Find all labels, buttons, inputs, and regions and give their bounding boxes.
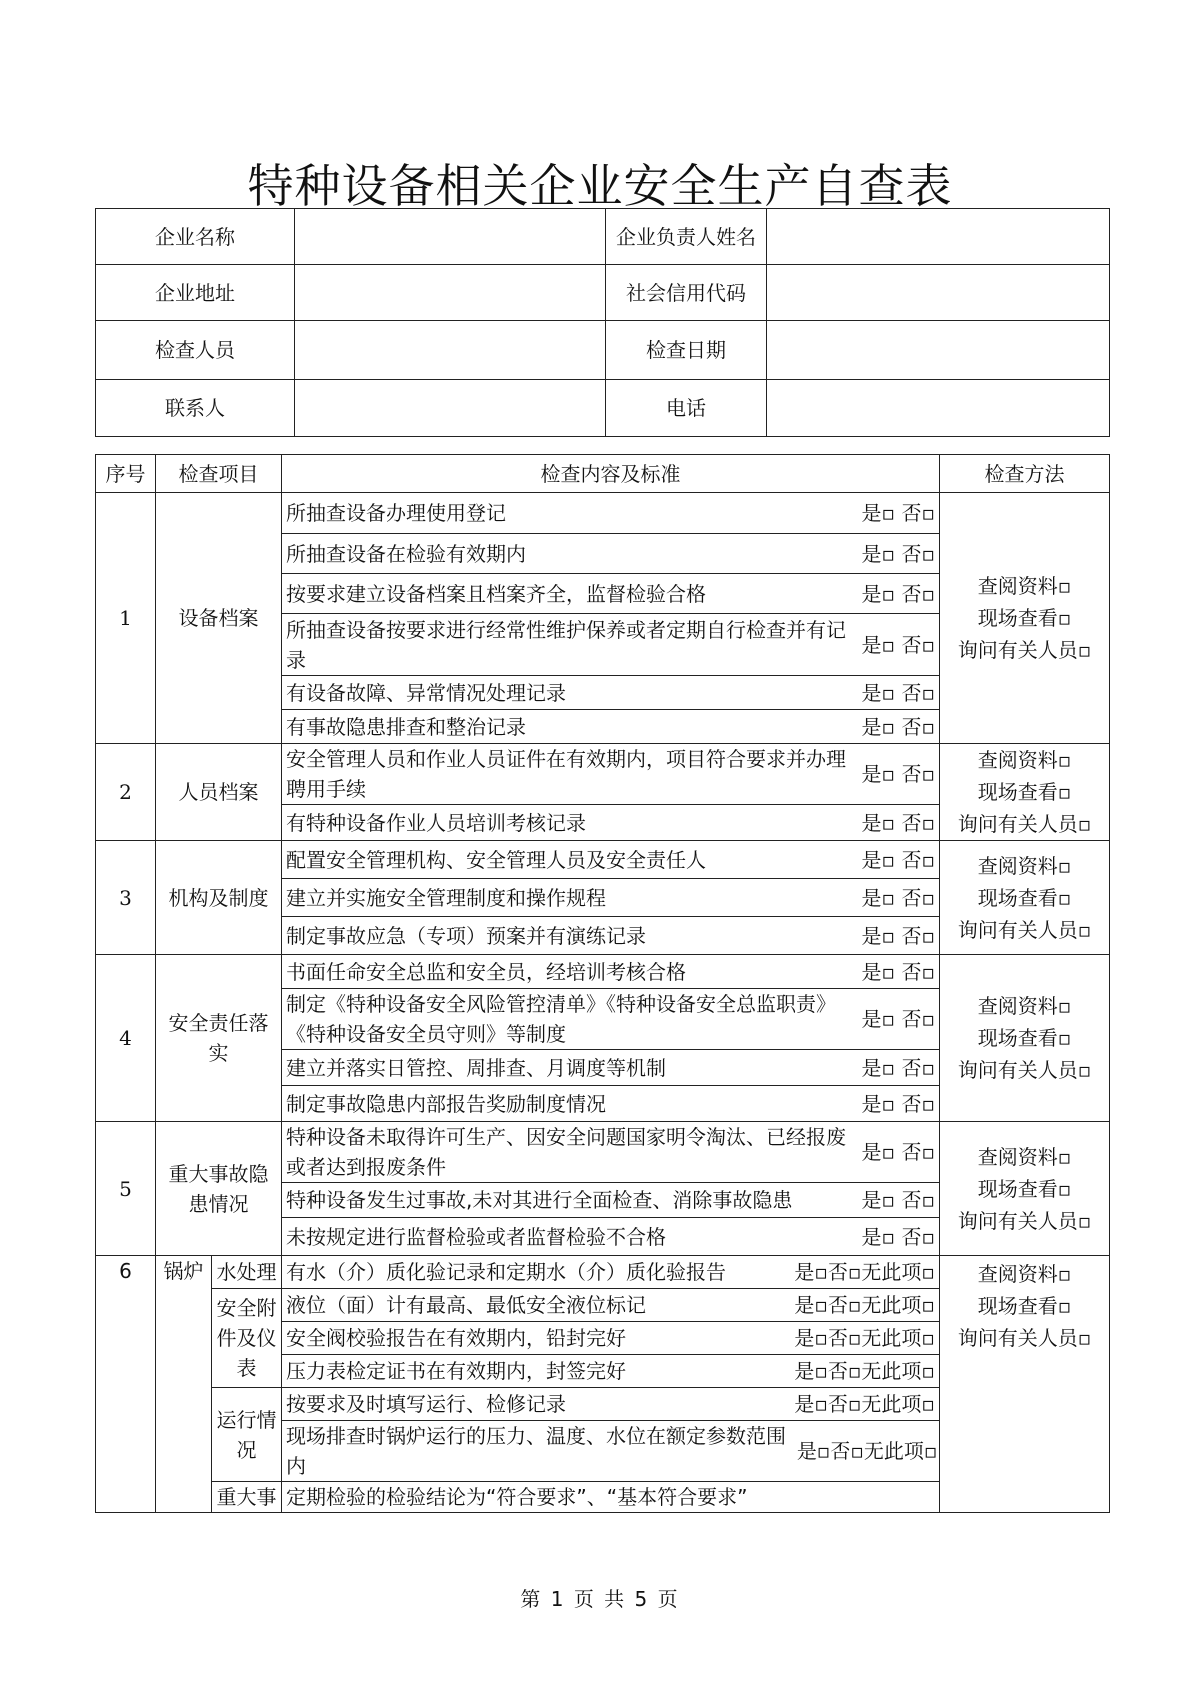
check-item-row <box>286 883 935 913</box>
check-item-row <box>286 1222 935 1252</box>
method-option[interactable]: 询问有关人员▫ <box>957 812 1092 836</box>
check-item-text: 所抽查设备按要求进行经常性维护保养或者定期自行检查并有记录 <box>286 617 846 672</box>
check-item-text: 安全阀校验报告在有效期内，铅封完好 <box>286 1326 626 1350</box>
yes-no-checkbox[interactable]: 是▫ 否▫ <box>861 959 935 984</box>
section-seq: 1 <box>96 493 156 744</box>
yes-no-checkbox[interactable]: 是▫否▫无此项▫ <box>794 1260 935 1284</box>
method-option[interactable]: 现场查看▫ <box>977 1294 1072 1318</box>
method-option[interactable]: 询问有关人员▫ <box>957 917 1092 942</box>
check-item-row <box>286 1290 935 1320</box>
method-option[interactable]: 查阅资料▫ <box>977 853 1072 878</box>
check-item-text: 所抽查设备在检验有效期内 <box>286 541 526 566</box>
check-item-row <box>286 615 935 675</box>
yes-no-checkbox[interactable]: 是▫否▫无此项▫ <box>794 1359 935 1383</box>
section-item: 安全责任落实 <box>156 955 282 1122</box>
field-value[interactable] <box>295 321 606 380</box>
method-option[interactable]: 询问有关人员▫ <box>957 1208 1092 1233</box>
yes-no-checkbox[interactable]: 是▫ 否▫ <box>861 847 935 872</box>
check-item <box>282 1482 940 1513</box>
check-item <box>282 1256 940 1289</box>
col-header-item: 检查项目 <box>156 455 282 493</box>
yes-no-checkbox[interactable]: 是▫ 否▫ <box>861 1055 935 1080</box>
check-item-text: 有设备故障、异常情况处理记录 <box>286 680 566 705</box>
check-item-text: 配置安全管理机构、安全管理人员及安全责任人 <box>286 847 706 872</box>
check-item <box>282 1355 940 1388</box>
check-item-text: 未按规定进行监督检验或者监督检验不合格 <box>286 1224 666 1249</box>
check-item <box>282 955 940 989</box>
check-item-row <box>286 678 935 708</box>
yes-no-checkbox[interactable]: 是▫ 否▫ <box>861 923 935 948</box>
method-option[interactable]: 查阅资料▫ <box>977 1262 1072 1286</box>
sub-item: 安全附件及仪表 <box>212 1289 282 1388</box>
check-item-row <box>286 712 935 742</box>
field-label: 检查人员 <box>96 321 295 380</box>
section-item: 人员档案 <box>156 744 282 841</box>
check-item <box>282 841 940 879</box>
check-item-row <box>286 1389 935 1419</box>
yes-no-checkbox[interactable]: 是▫ 否▫ <box>861 762 935 786</box>
check-item-text: 有水（介）质化验记录和定期水（介）质化验报告 <box>286 1260 726 1284</box>
check-item <box>282 1183 940 1218</box>
sub-item: 重大事 <box>212 1482 282 1513</box>
method-option[interactable]: 现场查看▫ <box>977 606 1072 630</box>
yes-no-checkbox[interactable]: 是▫ 否▫ <box>861 1091 935 1116</box>
check-item-text: 液位（面）计有最高、最低安全液位标记 <box>286 1293 646 1317</box>
yes-no-checkbox[interactable]: 是▫ 否▫ <box>861 810 935 835</box>
check-item <box>282 1322 940 1355</box>
check-item-row <box>286 989 935 1049</box>
field-label: 企业地址 <box>96 265 295 321</box>
yes-no-checkbox[interactable]: 是▫ 否▫ <box>861 1007 935 1031</box>
check-item <box>282 1421 940 1482</box>
check-method <box>940 955 1110 1122</box>
check-item-row <box>286 1356 935 1386</box>
check-item-text: 有事故隐患排查和整治记录 <box>286 714 526 739</box>
check-item-row <box>286 1089 935 1119</box>
col-header-method: 检查方法 <box>940 455 1110 493</box>
check-item <box>282 1086 940 1122</box>
check-item <box>282 805 940 841</box>
check-item-text: 建立并实施安全管理制度和操作规程 <box>286 885 606 910</box>
check-method <box>940 1256 1110 1513</box>
field-value[interactable] <box>295 380 606 437</box>
check-item-row <box>286 1053 935 1083</box>
check-item <box>282 614 940 676</box>
section-seq: 6 <box>96 1256 156 1513</box>
yes-no-checkbox[interactable]: 是▫ 否▫ <box>861 714 935 739</box>
field-label: 检查日期 <box>606 321 767 380</box>
col-header-seq: 序号 <box>96 455 156 493</box>
method-option[interactable]: 询问有关人员▫ <box>957 1058 1092 1082</box>
enterprise-info-table <box>95 208 1110 437</box>
check-item-text: 特种设备未取得许可生产、因安全问题国家明令淘汰、已经报废或者达到报废条件 <box>286 1125 846 1179</box>
field-label: 电话 <box>606 380 767 437</box>
check-item <box>282 1122 940 1183</box>
method-option[interactable]: 查阅资料▫ <box>977 1144 1072 1169</box>
check-item-row <box>286 1323 935 1353</box>
method-option[interactable]: 询问有关人员▫ <box>957 1326 1092 1350</box>
yes-no-checkbox[interactable]: 是▫ 否▫ <box>861 501 935 525</box>
yes-no-checkbox[interactable]: 是▫否▫无此项▫ <box>794 1392 935 1416</box>
check-item <box>282 989 940 1050</box>
yes-no-checkbox[interactable]: 是▫否▫无此项▫ <box>794 1293 935 1317</box>
field-label: 企业负责人姓名 <box>606 209 767 265</box>
yes-no-checkbox[interactable]: 是▫ 否▫ <box>861 632 935 657</box>
check-item <box>282 1218 940 1256</box>
field-value[interactable] <box>295 265 606 321</box>
check-item-text: 制定事故隐患内部报告奖励制度情况 <box>286 1091 606 1116</box>
check-item-text: 所抽查设备办理使用登记 <box>286 501 506 525</box>
check-item-text: 安全管理人员和作业人员证件在有效期内，项目符合要求并办理聘用手续 <box>286 747 846 801</box>
check-item-row <box>286 1257 935 1287</box>
check-item <box>282 744 940 805</box>
section-item: 锅炉 <box>156 1256 212 1513</box>
check-item-row <box>286 1482 935 1512</box>
check-item <box>282 710 940 744</box>
check-item-text: 制定事故应急（专项）预案并有演练记录 <box>286 923 646 948</box>
method-option[interactable]: 查阅资料▫ <box>977 574 1072 598</box>
checklist-table <box>95 454 1110 1513</box>
check-item <box>282 1289 940 1322</box>
check-item-row <box>286 1185 935 1215</box>
page-number: 第 1 页 共 5 页 <box>520 1587 680 1611</box>
check-item-row <box>286 1421 938 1481</box>
check-method <box>940 493 1110 744</box>
check-item-text: 定期检验的检验结论为“符合要求”、“基本符合要求” <box>286 1485 748 1509</box>
section-item: 机构及制度 <box>156 841 282 955</box>
field-label: 社会信用代码 <box>606 265 767 321</box>
check-item-row <box>286 579 935 609</box>
field-value[interactable] <box>767 321 1110 380</box>
check-item-text: 制定《特种设备安全风险管控清单》《特种设备安全总监职责》《特种设备安全员守则》等制度 <box>286 992 836 1046</box>
check-item <box>282 917 940 955</box>
check-item <box>282 1050 940 1086</box>
section-seq: 3 <box>96 841 156 955</box>
col-header-content: 检查内容及标准 <box>282 455 940 493</box>
check-item-text: 特种设备发生过事故,未对其进行全面检查、消除事故隐患 <box>286 1188 793 1212</box>
method-option[interactable]: 现场查看▫ <box>977 780 1072 804</box>
check-item-text: 按要求及时填写运行、检修记录 <box>286 1392 566 1416</box>
section-seq: 5 <box>96 1122 156 1256</box>
yes-no-checkbox[interactable]: 是▫ 否▫ <box>861 680 935 705</box>
check-item-row <box>286 845 935 875</box>
yes-no-checkbox[interactable]: 是▫ 否▫ <box>861 1188 935 1212</box>
sub-item: 水处理 <box>212 1256 282 1289</box>
check-method <box>940 841 1110 955</box>
check-item-text: 现场排查时锅炉运行的压力、温度、水位在额定参数范围内 <box>286 1424 786 1478</box>
check-item-row <box>286 744 935 804</box>
check-item-text: 建立并落实日管控、周排查、月调度等机制 <box>286 1055 666 1080</box>
yes-no-checkbox[interactable]: 是▫否▫无此项▫ <box>794 1326 935 1350</box>
yes-no-checkbox[interactable]: 是▫ 否▫ <box>861 1140 935 1164</box>
field-label: 企业名称 <box>96 209 295 265</box>
check-item-text: 按要求建立设备档案且档案齐全，监督检验合格 <box>286 581 706 606</box>
method-option[interactable]: 现场查看▫ <box>977 1176 1072 1201</box>
check-item-row <box>286 539 935 569</box>
method-option[interactable]: 查阅资料▫ <box>977 748 1072 772</box>
check-item <box>282 493 940 534</box>
yes-no-checkbox[interactable]: 是▫ 否▫ <box>861 885 935 910</box>
method-option[interactable]: 查阅资料▫ <box>977 994 1072 1018</box>
section-item: 重大事故隐患情况 <box>156 1122 282 1256</box>
field-label: 联系人 <box>96 380 295 437</box>
field-value[interactable] <box>767 209 1110 265</box>
check-item-row <box>286 957 935 987</box>
yes-no-checkbox[interactable]: 是▫否▫无此项▫ <box>796 1439 938 1463</box>
method-option[interactable]: 询问有关人员▫ <box>957 638 1092 662</box>
section-seq: 4 <box>96 955 156 1122</box>
check-method <box>940 1122 1110 1256</box>
check-item-row <box>286 808 935 838</box>
field-value[interactable] <box>295 209 606 265</box>
field-value[interactable] <box>767 265 1110 321</box>
check-item-text: 书面任命安全总监和安全员，经培训考核合格 <box>286 959 686 984</box>
yes-no-checkbox[interactable]: 是▫ 否▫ <box>861 581 935 606</box>
check-item-row <box>286 1122 935 1182</box>
sub-item: 运行情况 <box>212 1388 282 1482</box>
check-method <box>940 744 1110 841</box>
yes-no-checkbox[interactable]: 是▫ 否▫ <box>861 541 935 566</box>
check-item <box>282 574 940 614</box>
check-item-row <box>286 921 935 951</box>
yes-no-checkbox[interactable]: 是▫ 否▫ <box>861 1224 935 1249</box>
check-item-row <box>286 498 935 528</box>
check-item <box>282 676 940 710</box>
method-option[interactable]: 现场查看▫ <box>977 1026 1072 1050</box>
method-option[interactable]: 现场查看▫ <box>977 885 1072 910</box>
check-item-text: 有特种设备作业人员培训考核记录 <box>286 810 586 835</box>
check-item <box>282 534 940 574</box>
section-item: 设备档案 <box>156 493 282 744</box>
check-item <box>282 879 940 917</box>
field-value[interactable] <box>767 380 1110 437</box>
check-item-text: 压力表检定证书在有效期内，封签完好 <box>286 1359 626 1383</box>
section-seq: 2 <box>96 744 156 841</box>
check-item <box>282 1388 940 1421</box>
page-title: 特种设备相关企业安全生产自查表 <box>247 159 953 213</box>
